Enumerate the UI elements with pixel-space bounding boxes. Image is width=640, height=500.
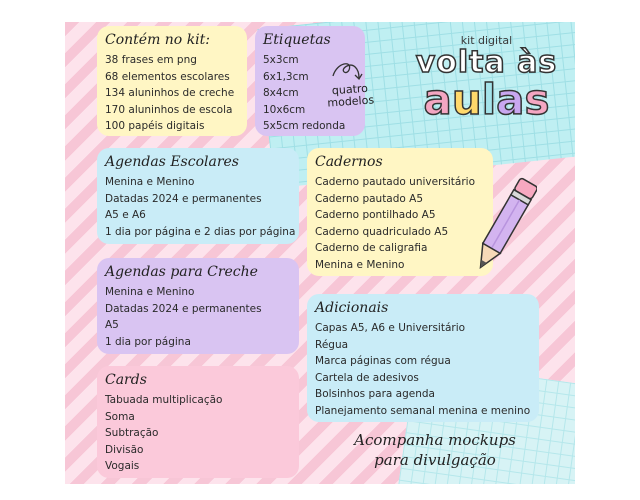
list-item: Divisão xyxy=(105,443,144,456)
daycare-planners-title: Agendas para Creche xyxy=(105,264,258,280)
extras-title: Adicionais xyxy=(315,300,389,316)
list-item: 100 papéis digitais xyxy=(105,120,205,132)
note-line2: modelos xyxy=(326,93,375,110)
note-line1: quatro xyxy=(331,81,369,98)
list-item: Datadas 2024 e permanentes xyxy=(105,302,262,315)
brand-line1: volta às xyxy=(415,45,558,80)
list-item: Vogais xyxy=(105,460,140,472)
list-item: 10x6cm xyxy=(263,103,306,116)
brand-letter: l xyxy=(481,75,497,124)
list-item: Capas A5, A6 e Universitário xyxy=(315,322,466,334)
list-item: Menina e Menino xyxy=(315,258,405,271)
contents-card xyxy=(97,26,247,136)
curly-arrow-icon xyxy=(331,58,365,84)
list-item: A5 e A6 xyxy=(105,209,146,221)
daycare-planners-card xyxy=(97,258,299,354)
notebooks-card xyxy=(307,148,493,276)
notebooks-title: Cadernos xyxy=(315,154,383,170)
list-item: Cartela de adesivos xyxy=(315,371,419,384)
brand-logo xyxy=(399,34,574,154)
list-item: 38 frases em png xyxy=(105,54,197,66)
list-item: Caderno pautado A5 xyxy=(315,192,424,205)
footer-line1: Acompanha mockups xyxy=(354,431,516,449)
list-item: 68 elementos escolares xyxy=(105,70,230,83)
list-item: 1 dia por página e 2 dias por página xyxy=(105,225,296,238)
school-planners-title: Agendas Escolares xyxy=(105,154,239,170)
brand-letter: s xyxy=(524,75,550,124)
brand-letter: a xyxy=(423,75,452,124)
pencil-icon xyxy=(473,170,537,280)
list-item: Caderno quadriculado A5 xyxy=(315,225,449,238)
list-item: 8x4cm xyxy=(263,87,299,99)
list-item: Subtração xyxy=(105,427,159,439)
footer-line2: para divulgação xyxy=(374,451,496,469)
list-item: Datadas 2024 e permanentes xyxy=(105,192,262,205)
list-item: Caderno pontilhado A5 xyxy=(315,209,436,221)
extras-card xyxy=(307,294,539,422)
list-item: Marca páginas com régua xyxy=(315,355,451,367)
list-item: Caderno pautado universitário xyxy=(315,176,475,188)
brand-line2 xyxy=(399,75,574,124)
list-item: Menina e Menino xyxy=(105,286,195,298)
models-note xyxy=(326,82,374,109)
brand-letter: a xyxy=(496,75,525,124)
brand-kit: kit digital xyxy=(460,34,513,47)
labels-title: Etiquetas xyxy=(263,32,331,48)
promo-canvas xyxy=(65,22,575,484)
list-item: Tabuada multiplicação xyxy=(105,394,223,406)
list-item: 1 dia por página xyxy=(105,335,191,348)
list-item: Bolsinhos para agenda xyxy=(315,388,435,400)
contents-title: Contém no kit: xyxy=(105,32,210,48)
list-item: 6x1,3cm xyxy=(263,70,309,83)
list-item: 170 aluninhos de escola xyxy=(105,103,233,116)
school-planners-card xyxy=(97,148,299,244)
list-item: Soma xyxy=(105,410,135,423)
list-item: 134 aluninhos de creche xyxy=(105,87,235,99)
list-item: Caderno de caligrafia xyxy=(315,242,428,254)
list-item: Planejamento semanal menina e menino xyxy=(315,404,531,417)
mockups-footer xyxy=(295,430,575,470)
list-item: 5x5cm redonda xyxy=(263,120,346,132)
list-item: A5 xyxy=(105,319,119,331)
list-item: 5x3cm xyxy=(263,54,299,66)
list-item: Régua xyxy=(315,338,349,351)
list-item: Menina e Menino xyxy=(105,176,195,188)
brand-letter: u xyxy=(451,75,482,124)
cards-card xyxy=(97,366,299,478)
cards-title: Cards xyxy=(105,372,147,388)
